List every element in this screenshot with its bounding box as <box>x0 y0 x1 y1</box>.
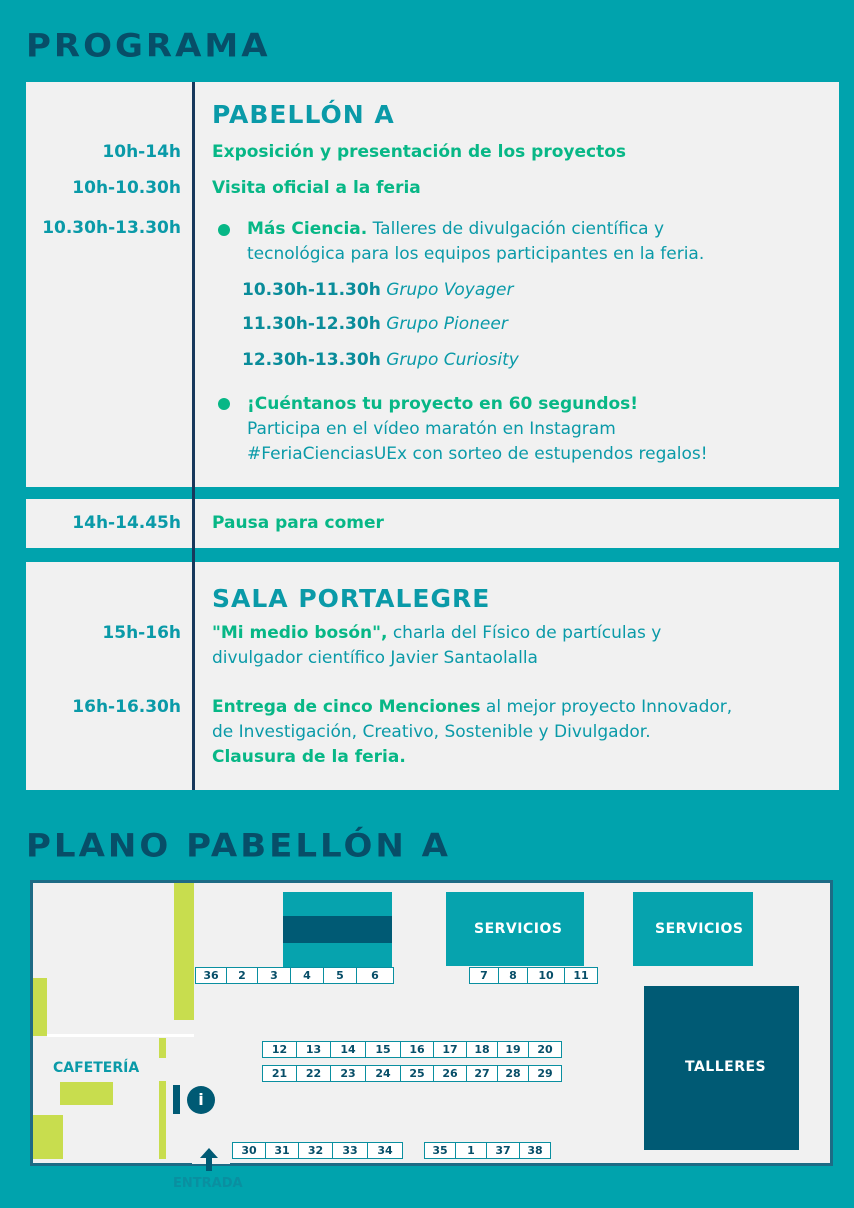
stand: 18 <box>466 1041 498 1058</box>
block-top <box>283 892 392 916</box>
stand: 14 <box>330 1041 366 1058</box>
stands-bottom-right <box>424 1142 550 1159</box>
mas-ciencia-line2: tecnológica para los equipos participantes en la feria. <box>247 244 705 264</box>
stand: 26 <box>433 1065 467 1082</box>
programa-title: PROGRAMA <box>26 27 271 65</box>
stand: 20 <box>528 1041 562 1058</box>
entrada-label: ENTRADA <box>173 1176 243 1191</box>
stand: 17 <box>433 1041 467 1058</box>
wall <box>159 1038 166 1058</box>
stand: 27 <box>466 1065 498 1082</box>
cuentanos-line1: Participa en el vídeo maratón en Instagram <box>247 419 616 439</box>
stands-mid-2 <box>262 1065 561 1082</box>
stand: 38 <box>519 1142 551 1159</box>
stand: 6 <box>356 967 394 984</box>
stand: 37 <box>486 1142 520 1159</box>
stand: 7 <box>469 967 499 984</box>
wall-line <box>47 1034 194 1037</box>
stand: 1 <box>455 1142 487 1159</box>
stands-bottom-left <box>232 1142 402 1159</box>
sala-heading: SALA PORTALEGRE <box>212 584 491 613</box>
group-row: 11.30h-12.30h Grupo Pioneer <box>242 314 508 334</box>
floor-plan <box>30 880 833 1166</box>
time-label: 15h-16h <box>102 623 181 643</box>
charla-line2: divulgador científico Javier Santaolalla <box>212 648 538 668</box>
time-label: 10h-14h <box>102 142 181 162</box>
stand: 33 <box>332 1142 368 1159</box>
stands-mid-1 <box>262 1041 561 1058</box>
stand: 11 <box>564 967 598 984</box>
charla-line1: "Mi medio bosón", charla del Físico de partículas y <box>212 623 662 643</box>
block-mid <box>283 916 392 943</box>
stand: 22 <box>296 1065 331 1082</box>
bullet-dot <box>218 224 230 236</box>
cafeteria-label: CAFETERÍA <box>53 1060 140 1076</box>
stand: 24 <box>365 1065 401 1082</box>
stand: 8 <box>498 967 528 984</box>
bullet-dot <box>218 398 230 410</box>
entrega-line2: de Investigación, Creativo, Sostenible y Divulgador. <box>212 722 651 742</box>
event-text: Exposición y presentación de los proyectos <box>212 142 627 162</box>
stand: 34 <box>367 1142 403 1159</box>
entrega-line1: Entrega de cinco Menciones al mejor proyecto Innovador, <box>212 697 733 717</box>
time-label: 10h-10.30h <box>72 178 181 198</box>
stands-top-right <box>469 967 597 984</box>
stand: 30 <box>232 1142 266 1159</box>
event-text: Visita oficial a la feria <box>212 178 421 198</box>
stand: 21 <box>262 1065 297 1082</box>
wall <box>33 1115 63 1159</box>
timeline-divider <box>192 82 195 790</box>
stand: 12 <box>262 1041 297 1058</box>
group-row: 10.30h-11.30h Grupo Voyager <box>242 280 514 300</box>
wall <box>174 883 194 1020</box>
time-label: 16h-16.30h <box>72 697 181 717</box>
stand: 15 <box>365 1041 401 1058</box>
stand: 23 <box>330 1065 366 1082</box>
wall <box>159 1081 166 1159</box>
cuentanos-line2: #FeriaCienciasUEx con sorteo de estupendos regalos! <box>247 444 708 464</box>
stand: 19 <box>497 1041 529 1058</box>
time-label: 14h-14.45h <box>72 513 181 533</box>
stands-top-left <box>195 967 393 984</box>
cuentanos-title: ¡Cuéntanos tu proyecto en 60 segundos! <box>247 394 639 414</box>
group-row: 12.30h-13.30h Grupo Curiosity <box>242 350 519 370</box>
stand: 5 <box>323 967 357 984</box>
stand: 16 <box>400 1041 434 1058</box>
talleres-label: TALLERES <box>685 1059 767 1075</box>
servicios-2-label: SERVICIOS <box>655 921 744 937</box>
stand: 29 <box>528 1065 562 1082</box>
stand: 2 <box>226 967 258 984</box>
block-bottom <box>283 943 392 967</box>
stand: 4 <box>290 967 324 984</box>
mas-ciencia-line1: Más Ciencia. Talleres de divulgación científica y <box>247 219 665 239</box>
arrow-up-icon <box>199 1148 219 1172</box>
info-icon: i <box>187 1086 215 1114</box>
time-label: 10.30h-13.30h <box>42 218 181 238</box>
servicios-1-label: SERVICIOS <box>474 921 563 937</box>
stand: 10 <box>527 967 565 984</box>
wall <box>33 978 47 1036</box>
pabellon-heading: PABELLÓN A <box>212 100 395 129</box>
stand: 28 <box>497 1065 529 1082</box>
plano-title: PLANO PABELLÓN A <box>26 827 451 865</box>
stand: 3 <box>257 967 291 984</box>
stand: 35 <box>424 1142 456 1159</box>
entrega-line3: Clausura de la feria. <box>212 747 406 767</box>
stand: 32 <box>298 1142 333 1159</box>
stand: 25 <box>400 1065 434 1082</box>
info-desk <box>173 1085 180 1114</box>
event-text: Pausa para comer <box>212 513 384 533</box>
cafe-counter <box>60 1082 113 1105</box>
stand: 13 <box>296 1041 331 1058</box>
stand: 31 <box>265 1142 299 1159</box>
stand: 36 <box>195 967 227 984</box>
